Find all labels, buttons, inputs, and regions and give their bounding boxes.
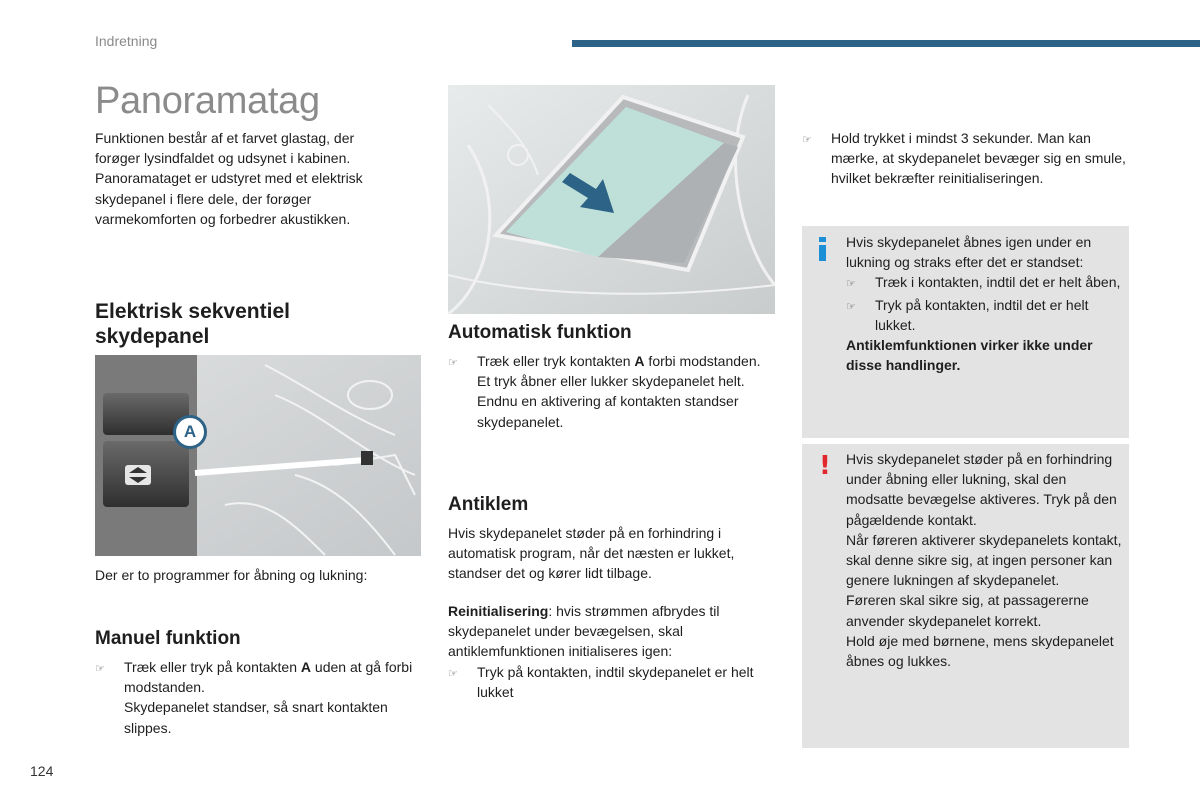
section-label: Indretning <box>95 33 158 49</box>
info-icon <box>817 237 829 261</box>
automatic-bullet-suffix: forbi modstanden. <box>644 353 761 369</box>
reinit-body: : hvis strømmen afbrydes til skydepanelet under bevægelsen, skal antiklemfunktionen initialiseres igen: <box>448 603 720 660</box>
reinit-bullet-text: Tryk på kontakten, indtil skydepanelet er helt lukket <box>477 664 754 701</box>
manual-heading: Manuel funktion <box>95 628 241 649</box>
sunroof-illustration <box>448 85 775 314</box>
info-note-box <box>802 226 1129 438</box>
warning-paragraph-4: Hold øje med børnene, mens skydepanelet åbnes og lukkes. <box>846 632 1114 670</box>
info-note-content <box>846 232 1122 375</box>
pointer-bullet-icon: ☞ <box>448 357 458 369</box>
warning-icon: ! <box>819 451 831 481</box>
electric-heading <box>95 299 395 349</box>
switch-illustration-graphic <box>95 355 421 556</box>
manual-bullet-extra: Skydepanelet standser, så snart kontakten slippes. <box>124 699 388 736</box>
switch-illustration <box>95 355 421 556</box>
warning-paragraph-2: Når føreren aktiverer skydepanelets kontakt, skal denne sikre sig, at ingen personer kan genere lukningen af skydepanelet. <box>846 531 1122 589</box>
antiklem-text: Hvis skydepanelet støder på en forhindring i automatisk program, når det næsten er lukket, standser det og kører lidt tilbage. <box>448 525 735 582</box>
manual-bullet-suffix: uden at gå forbi modstanden. <box>124 659 413 696</box>
sunroof-illustration-graphic <box>448 85 775 314</box>
warning-paragraph-3: Føreren skal sikre sig, at passagererne anvender skydepanelet korrekt. <box>846 592 1089 629</box>
electric-heading-line2: skydepanel <box>95 325 210 348</box>
hold-bullet <box>802 128 1127 189</box>
automatic-bullet <box>448 351 778 432</box>
reinit-bullet <box>448 662 773 702</box>
page-title: Panoramatag <box>95 80 320 122</box>
manual-bullet-prefix: Træk eller tryk på kontakten <box>124 659 301 675</box>
info-bullet-2: Tryk på kontakten, indtil det er helt lukket. <box>875 296 1089 333</box>
info-bullet-1: Træk i kontakten, indtil det er helt åben, <box>875 274 1121 291</box>
info-bold-note: Antiklemfunktionen virker ikke under disse handlinger. <box>846 337 1093 374</box>
info-intro: Hvis skydepanelet åbnes igen under en lukning og straks efter det er standset: <box>846 234 1092 271</box>
page-number: 124 <box>30 763 54 779</box>
warning-paragraph-1: Hvis skydepanelet støder på en forhindring under åbning eller lukning, skal den modsatte bevægelse aktiveres. Tryk på den pågældende kontakt. <box>846 451 1117 528</box>
pointer-bullet-icon: ☞ <box>846 300 856 313</box>
automatic-heading: Automatisk funktion <box>448 322 632 343</box>
pointer-bullet-icon: ☞ <box>846 278 856 291</box>
manual-bullet <box>95 657 425 738</box>
callout-a <box>173 415 207 449</box>
automatic-bullet-bold: A <box>634 353 645 369</box>
callout-a-label: A <box>183 422 197 441</box>
automatic-bullet-extra: Et tryk åbner eller lukker skydepanelet helt. Endnu en aktivering af kontakten standser skydepanelet. <box>477 373 745 430</box>
pointer-bullet-icon: ☞ <box>802 134 812 146</box>
warning-note-content <box>846 449 1122 671</box>
warning-note-box <box>802 444 1129 748</box>
header-bar <box>572 40 1200 47</box>
programs-text: Der er to programmer for åbning og lukning: <box>95 567 368 583</box>
reinit-text <box>448 601 773 662</box>
automatic-bullet-prefix: Træk eller tryk kontakten <box>477 353 635 369</box>
hold-bullet-text: Hold trykket i mindst 3 sekunder. Man kan mærke, at skydepanelet bevæger sig en smule, hvilket bekræfter reinitialiseringen. <box>831 130 1126 187</box>
manual-bullet-bold: A <box>300 659 312 675</box>
reinit-bold: Reinitialisering <box>448 603 549 619</box>
electric-heading-line1: Elektrisk sekventiel <box>95 300 290 323</box>
antiklem-heading: Antiklem <box>448 494 529 515</box>
pointer-bullet-icon: ☞ <box>95 663 105 675</box>
intro-text: Funktionen består af et farvet glastag, der forøger lysindfaldet og udsynet i kabinen. Panoramataget er udstyret med et elektrisk skydepanel i flere dele, der forøger varmekomforten og forbedrer akustikken. <box>95 130 363 227</box>
pointer-bullet-icon: ☞ <box>448 668 458 680</box>
